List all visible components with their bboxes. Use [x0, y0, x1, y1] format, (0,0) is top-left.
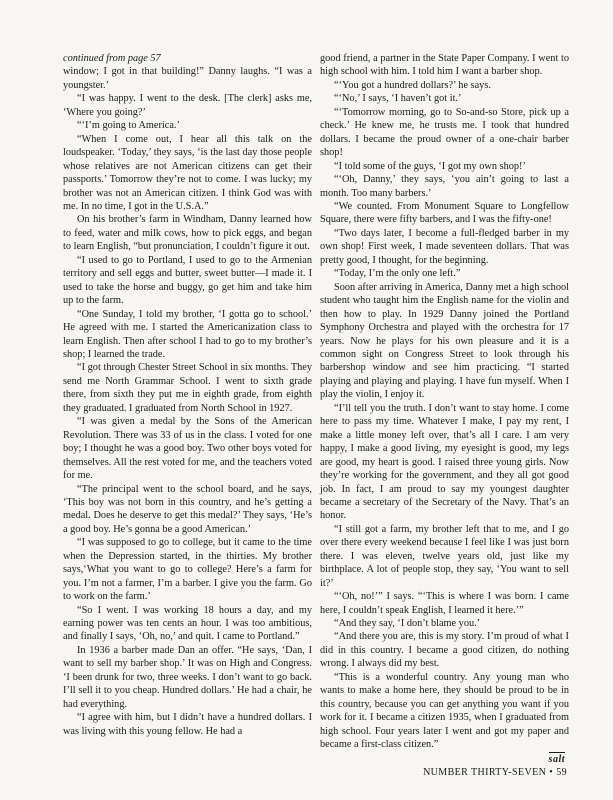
- paragraph: Soon after arriving in America, Danny met a high school student who taught him the English name for the violin and then how to play. In 1929 Danny joined the Portland Symphony Orchestra and played with the orchestra for 17 years. Now he plays for his own pleasure and it is a common sight on Congress Street to look through his barbershop window and see him practicing. “I started playing and playing and playing. I have fun myself. When I play the violin, I enjoy it.: [320, 281, 569, 401]
- paragraph: “Today, I’m the only one left.”: [334, 268, 461, 280]
- paragraph: “I’ll tell you the truth. I don’t want to stay home. I come here to pass my time. Whatever I make, I pay my rent, I make a little money left over, that’s all I care. I am very happy, I make a good living, my eyesight is good, my legs are good, my heart is good. I raised three young girls. Now they’re working for the government, and they all got good job. In fact, I am proud to say my youngest daughter became a secretary of the Secretary of the Navy. That’s an honor.: [320, 402, 569, 522]
- left-column-body: [63, 65, 312, 738]
- right-column-body: [320, 52, 569, 752]
- paragraph: “I got through Chester Street School in six months. They send me North Grammar School. I went to sixth grade there, from sixth they put me in eighth grade, from eighth they graduated. I graduated from North School in 1927.: [63, 362, 312, 414]
- paragraph: “‘I’m going to America.’: [77, 120, 180, 132]
- paragraph: “I used to go to Portland, I used to go to the Armenian territory and sell eggs and butter, sweet butter—I made it. I used to take the horse and buggy, go get him and take him up to the farm.: [63, 254, 312, 307]
- paragraph: “One Sunday, I told my brother, ‘I gotta go to school.’ He agreed with me. I started the Americanization class to learn English. Then after school I had to go to my brother’s shop; I learned the trade.: [63, 308, 312, 360]
- footer-bullet: •: [549, 767, 554, 778]
- paragraph: “I was given a medal by the Sons of the American Revolution. There was 33 of us in the class. I voted for one boy; I thought he was a good boy. Two other boys voted for themselves. All the rest voted for me, and the teachers voted for me.: [63, 416, 312, 482]
- paragraph: “I was supposed to go to college, but it came to the time when the Depression started, in the thirties. My brother says,‘What you want to go to college? Here’s a farm for you. I’m not a farmer, I’m a barber. I give you the farm. Go to work on the farm.’: [63, 537, 312, 603]
- issue-label: NUMBER THIRTY-SEVEN: [423, 767, 547, 778]
- page-number: 59: [556, 767, 567, 778]
- right-column: [320, 52, 569, 766]
- paragraph: “‘Tomorrow morning, go to So-and-so Store, pick up a check.’ He knew me, he trusts me. I took that hundred dollars. I became the proud owner of a one-chair barber shop!: [320, 106, 569, 159]
- paragraph: good friend, a partner in the State Paper Company. I went to high school with him. I told him I want a barber shop.: [320, 53, 569, 78]
- end-mark-logo: salt: [548, 753, 565, 765]
- paragraph: “The principal went to the school board, and he says, ‘This boy was not born in this country, and he’s getting a medal. Does he deserve to get this medal?’ They says, ‘He’s a good boy. He’s gonna be a good American.’: [63, 483, 312, 535]
- paragraph: “I still got a farm, my brother left that to me, and I go over there every weekend because I feel like I was just born there. I was eleven, twelve years old, just like my birthplace. A lot of people stop, they say, ‘You want to sell it?’: [320, 523, 569, 589]
- paragraph: “‘Oh, Danny,’ they says, ‘you ain’t going to last a month. Too many barbers.’: [320, 174, 569, 199]
- paragraph: “I was happy. I went to the desk. [The clerk] asks me, ‘Where you going?’: [63, 93, 312, 118]
- paragraph: “I told some of the guys, ‘I got my own shop!’: [334, 160, 526, 172]
- paragraph: “We counted. From Monument Square to Longfellow Square, there were fifty barbers, and I was the fifty-one!: [320, 200, 569, 226]
- left-column: [63, 52, 312, 738]
- end-mark: [320, 753, 565, 766]
- paragraph: “This is a wonderful country. Any young man who wants to make a home here, they should be proud to be in this country, because you can get anything you want if you work for it. I became a citizen 1935, when I graduated from high school. Four years later I went and got my paper and became a first-class citizen.”: [320, 671, 569, 751]
- continued-note: continued from page 57: [63, 53, 161, 64]
- paragraph: window; I got in that building!” Danny laughs. “I was a youngster.’: [63, 66, 312, 91]
- paragraph: “When I come out, I hear all this talk on the loudspeaker. ‘Today,’ they says, ‘is the last day those people whose relatives are not American citizens can get their passports.’ Tomorrow they’re not to come. I was lucky; my brother was not an American citizen. I think God was with me. In no time, I got in the U.S.A.”: [63, 133, 312, 212]
- paragraph: In 1936 a barber made Dan an offer. “He says, ‘Dan, I want to sell my barber shop.’ It was on High and Congress. ‘I been drunk for two, three weeks. I don’t want to go back. I’ll sell it to you cheap. Hundred dollars.’ He had a chair, he had everything.: [63, 644, 312, 710]
- paragraph: “‘You got a hundred dollars?’ he says.: [334, 79, 491, 91]
- paragraph: “Two days later, I become a full-fledged barber in my own shop! First week, I made seventeen dollars. That was pretty good, I thought, for the beginning.: [320, 227, 569, 266]
- paragraph: On his brother’s farm in Windham, Danny learned how to feed, water and milk cows, how to pick eggs, and began to learn English, “but pronunciation, I couldn’t figure it out.: [63, 214, 312, 253]
- paragraph: “And they say, ‘I don’t blame you.’: [334, 618, 481, 630]
- paragraph: “‘No,’ I says, ‘I haven’t got it.’: [334, 93, 462, 105]
- paragraph: “And there you are, this is my story. I’m proud of what I did in this country. I became a good citizen, do nothing wrong. I always did my best.: [320, 631, 569, 670]
- paragraph: “I agree with him, but I didn’t have a hundred dollars. I was living with this young fellow. He had a: [63, 712, 312, 737]
- paragraph: “‘Oh, no!’” I says. “‘This is where I was born. I came here, I couldn’t speak English, I learned it here.’”: [320, 591, 569, 616]
- page-footer: [423, 767, 567, 778]
- paragraph: “So I went. I was working 18 hours a day, and my earning power was ten cents an hour. I was too ambitious, and finally I says, ‘Oh, no,’ and quit. I came to Portland.”: [63, 604, 312, 643]
